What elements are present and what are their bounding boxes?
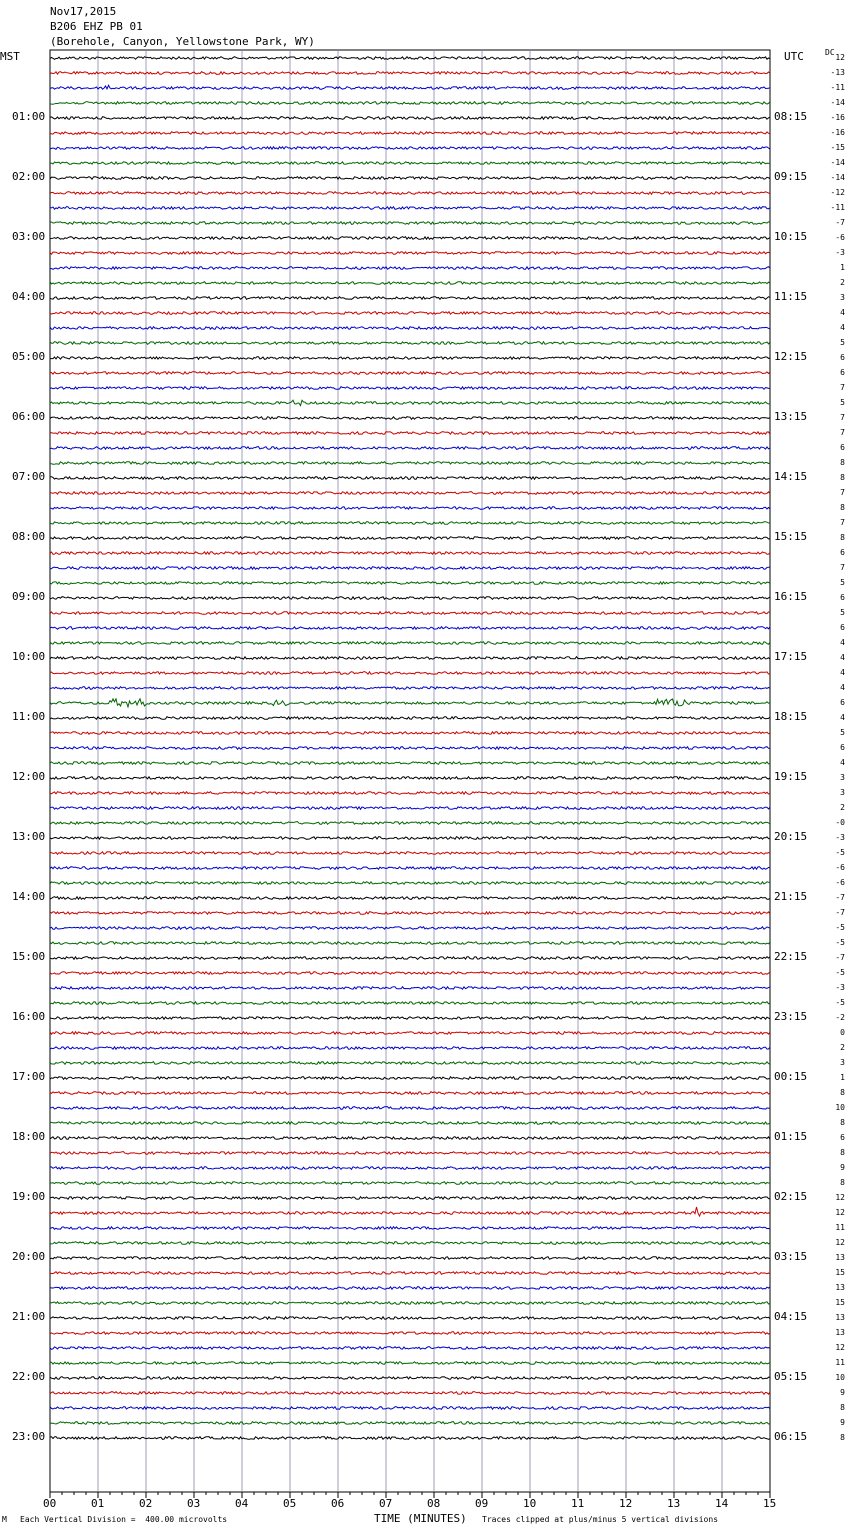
trace-26 xyxy=(50,447,770,450)
left-hour-label: 23:00 xyxy=(12,1430,46,1443)
trace-69 xyxy=(50,1092,770,1095)
x-tick-label: 02 xyxy=(139,1497,153,1510)
dc-offset-label: 15 xyxy=(835,1298,845,1307)
trace-0 xyxy=(50,57,770,60)
trace-47 xyxy=(50,762,770,765)
trace-38 xyxy=(50,627,770,630)
dc-offset-label: 7 xyxy=(840,428,845,437)
dc-offset-label: 12 xyxy=(835,1208,845,1217)
trace-13 xyxy=(50,252,770,255)
x-tick-label: 03 xyxy=(187,1497,201,1510)
dc-offset-label: 8 xyxy=(840,473,845,482)
dc-offset-label: 8 xyxy=(840,1148,845,1157)
x-tick-label: 01 xyxy=(91,1497,105,1510)
trace-81 xyxy=(50,1272,770,1275)
dc-offset-label: -7 xyxy=(835,218,845,227)
dc-offset-label: -3 xyxy=(835,833,845,842)
dc-offset-label: 5 xyxy=(840,578,845,587)
trace-62 xyxy=(50,987,770,990)
dc-offset-label: 5 xyxy=(840,338,845,347)
dc-offset-label: -14 xyxy=(830,158,845,167)
dc-offset-label: 6 xyxy=(840,623,845,632)
dc-offset-label: 8 xyxy=(840,1403,845,1412)
trace-77 xyxy=(50,1207,770,1216)
trace-71 xyxy=(50,1122,770,1125)
trace-68 xyxy=(50,1077,770,1080)
left-hour-label: 15:00 xyxy=(12,950,46,963)
trace-20 xyxy=(50,357,770,360)
trace-79 xyxy=(50,1242,770,1245)
right-hour-label: 06:15 xyxy=(774,1430,808,1443)
left-hour-label: 11:00 xyxy=(12,710,46,723)
dc-offset-label: 10 xyxy=(835,1373,845,1382)
trace-43 xyxy=(50,699,770,707)
left-hour-label: 07:00 xyxy=(12,470,46,483)
dc-offset-label: 6 xyxy=(840,368,845,377)
dc-offset-label: 0 xyxy=(840,1028,845,1037)
dc-offset-label: 7 xyxy=(840,518,845,527)
trace-65 xyxy=(50,1032,770,1035)
trace-19 xyxy=(50,342,770,345)
left-hour-label: 20:00 xyxy=(12,1250,46,1263)
trace-91 xyxy=(50,1422,770,1425)
left-hour-label: 04:00 xyxy=(12,290,46,303)
dc-offset-label: 3 xyxy=(840,788,845,797)
trace-66 xyxy=(50,1047,770,1050)
trace-21 xyxy=(50,372,770,375)
dc-offset-label: -5 xyxy=(835,968,845,977)
right-hour-label: 23:15 xyxy=(774,1010,808,1023)
dc-offset-label: -14 xyxy=(830,98,845,107)
dc-offset-label: 6 xyxy=(840,593,845,602)
dc-offset-label: 10 xyxy=(835,1103,845,1112)
trace-89 xyxy=(50,1392,770,1395)
corner-mark: M xyxy=(2,1515,7,1524)
trace-88 xyxy=(50,1377,770,1380)
trace-54 xyxy=(50,867,770,870)
header-station: B206 EHZ PB 01 xyxy=(50,20,143,33)
dc-offset-label: -5 xyxy=(835,998,845,1007)
right-hour-label: 05:15 xyxy=(774,1370,808,1383)
right-hour-label: 00:15 xyxy=(774,1070,808,1083)
trace-18 xyxy=(50,327,770,330)
header-location: (Borehole, Canyon, Yellowstone Park, WY) xyxy=(50,35,315,48)
right-timezone-label: UTC xyxy=(784,50,804,63)
dc-offset-label: -6 xyxy=(835,863,845,872)
left-hour-label: 02:00 xyxy=(12,170,46,183)
dc-offset-label: 8 xyxy=(840,458,845,467)
dc-offset-label: -3 xyxy=(835,983,845,992)
trace-61 xyxy=(50,972,770,975)
left-hour-label: 19:00 xyxy=(12,1190,46,1203)
x-tick-label: 04 xyxy=(235,1497,249,1510)
dc-offset-label: 6 xyxy=(840,353,845,362)
trace-90 xyxy=(50,1407,770,1410)
trace-12 xyxy=(50,237,770,240)
trace-59 xyxy=(50,942,770,945)
dc-offset-label: 2 xyxy=(840,278,845,287)
dc-label: DC xyxy=(825,48,835,57)
dc-offset-label: 3 xyxy=(840,293,845,302)
right-hour-label: 08:15 xyxy=(774,110,808,123)
trace-85 xyxy=(50,1332,770,1335)
dc-offset-label: 6 xyxy=(840,698,845,707)
right-hour-label: 16:15 xyxy=(774,590,808,603)
right-hour-label: 14:15 xyxy=(774,470,808,483)
trace-35 xyxy=(50,582,770,585)
right-hour-label: 21:15 xyxy=(774,890,808,903)
dc-offset-label: 4 xyxy=(840,638,845,647)
x-tick-label: 06 xyxy=(331,1497,345,1510)
trace-8 xyxy=(50,177,770,180)
dc-offset-label: 7 xyxy=(840,413,845,422)
x-tick-label: 07 xyxy=(379,1497,393,1510)
left-hour-label: 03:00 xyxy=(12,230,46,243)
dc-offset-label: 2 xyxy=(840,803,845,812)
dc-offset-label: 3 xyxy=(840,773,845,782)
trace-67 xyxy=(50,1062,770,1065)
left-hour-label: 13:00 xyxy=(12,830,46,843)
x-tick-label: 15 xyxy=(763,1497,777,1510)
trace-60 xyxy=(50,957,770,960)
left-hour-label: 21:00 xyxy=(12,1310,46,1323)
left-hour-label: 14:00 xyxy=(12,890,46,903)
dc-offset-label: 7 xyxy=(840,563,845,572)
left-hour-label: 17:00 xyxy=(12,1070,46,1083)
right-hour-label: 18:15 xyxy=(774,710,808,723)
dc-offset-label: 9 xyxy=(840,1163,845,1172)
dc-offset-label: 4 xyxy=(840,308,845,317)
trace-74 xyxy=(50,1167,770,1170)
right-hour-label: 04:15 xyxy=(774,1310,808,1323)
dc-offset-label: -13 xyxy=(830,68,845,77)
right-hour-label: 10:15 xyxy=(774,230,808,243)
trace-63 xyxy=(50,1002,770,1005)
trace-72 xyxy=(50,1137,770,1140)
left-hour-label: 01:00 xyxy=(12,110,46,123)
dc-offset-label: 2 xyxy=(840,1043,845,1052)
dc-offset-label: 5 xyxy=(840,608,845,617)
dc-offset-label: 4 xyxy=(840,758,845,767)
trace-9 xyxy=(50,192,770,195)
dc-offset-label: 11 xyxy=(835,1358,845,1367)
dc-offset-label: -3 xyxy=(835,248,845,257)
dc-offset-label: 4 xyxy=(840,668,845,677)
x-tick-label: 12 xyxy=(619,1497,633,1510)
dc-offset-label: 1 xyxy=(840,1073,845,1082)
dc-offset-label: 12 xyxy=(835,1238,845,1247)
left-hour-label: 06:00 xyxy=(12,410,46,423)
dc-offset-label: -7 xyxy=(835,953,845,962)
right-hour-label: 11:15 xyxy=(774,290,808,303)
left-hour-label: 10:00 xyxy=(12,650,46,663)
dc-offset-label: -14 xyxy=(830,173,845,182)
trace-3 xyxy=(50,102,770,105)
x-tick-label: 08 xyxy=(427,1497,441,1510)
x-tick-label: 11 xyxy=(571,1497,585,1510)
dc-offset-label: 13 xyxy=(835,1253,845,1262)
trace-83 xyxy=(50,1302,770,1305)
trace-27 xyxy=(50,462,770,465)
dc-offset-label: 8 xyxy=(840,1118,845,1127)
trace-7 xyxy=(50,162,770,165)
trace-78 xyxy=(50,1227,770,1230)
trace-23 xyxy=(50,400,770,405)
trace-10 xyxy=(50,207,770,210)
right-hour-label: 20:15 xyxy=(774,830,808,843)
dc-offset-label: 6 xyxy=(840,548,845,557)
trace-64 xyxy=(50,1017,770,1020)
trace-22 xyxy=(50,387,770,390)
dc-offset-label: 3 xyxy=(840,1058,845,1067)
trace-2 xyxy=(50,85,770,89)
trace-86 xyxy=(50,1347,770,1350)
dc-offset-label: -12 xyxy=(830,188,845,197)
dc-offset-label: -15 xyxy=(830,143,845,152)
trace-4 xyxy=(50,117,770,120)
dc-offset-label: 5 xyxy=(840,398,845,407)
dc-offset-label: 11 xyxy=(835,1223,845,1232)
left-timezone-label: MST xyxy=(0,50,20,63)
trace-37 xyxy=(50,612,770,615)
dc-offset-label: 8 xyxy=(840,533,845,542)
trace-57 xyxy=(50,912,770,915)
trace-24 xyxy=(50,417,770,420)
trace-84 xyxy=(50,1317,770,1320)
dc-offset-label: -5 xyxy=(835,923,845,932)
dc-offset-label: 8 xyxy=(840,1178,845,1187)
trace-50 xyxy=(50,807,770,810)
dc-offset-label: 4 xyxy=(840,683,845,692)
trace-17 xyxy=(50,312,770,315)
trace-39 xyxy=(50,642,770,645)
clip-note: Traces clipped at plus/minus 5 vertical divisions xyxy=(482,1515,719,1524)
trace-55 xyxy=(50,882,770,885)
trace-56 xyxy=(50,897,770,900)
dc-offset-label: 8 xyxy=(840,1433,845,1442)
trace-34 xyxy=(50,567,770,570)
x-axis-title: TIME (MINUTES) xyxy=(374,1512,467,1525)
right-hour-label: 12:15 xyxy=(774,350,808,363)
dc-offset-label: 15 xyxy=(835,1268,845,1277)
left-hour-label: 16:00 xyxy=(12,1010,46,1023)
dc-offset-label: 6 xyxy=(840,1133,845,1142)
dc-offset-label: -0 xyxy=(835,818,845,827)
trace-29 xyxy=(50,492,770,495)
dc-offset-label: -6 xyxy=(835,878,845,887)
right-hour-label: 17:15 xyxy=(774,650,808,663)
right-hour-label: 22:15 xyxy=(774,950,808,963)
trace-14 xyxy=(50,267,770,270)
header-date: Nov17,2015 xyxy=(50,5,117,18)
left-hour-label: 05:00 xyxy=(12,350,46,363)
trace-45 xyxy=(50,732,770,735)
trace-15 xyxy=(50,282,770,285)
left-hour-label: 18:00 xyxy=(12,1130,46,1143)
dc-offset-label: -6 xyxy=(835,233,845,242)
dc-offset-label: 13 xyxy=(835,1328,845,1337)
trace-28 xyxy=(50,477,770,480)
left-hour-label: 09:00 xyxy=(12,590,46,603)
trace-52 xyxy=(50,837,770,840)
x-tick-label: 10 xyxy=(523,1497,537,1510)
dc-offset-label: 12 xyxy=(835,53,845,62)
trace-80 xyxy=(50,1257,770,1260)
trace-40 xyxy=(50,657,770,660)
trace-11 xyxy=(50,222,770,225)
dc-offset-label: 12 xyxy=(835,1343,845,1352)
dc-offset-label: -11 xyxy=(830,83,845,92)
trace-87 xyxy=(50,1362,770,1365)
right-hour-label: 09:15 xyxy=(774,170,808,183)
dc-offset-label: 7 xyxy=(840,383,845,392)
x-tick-label: 14 xyxy=(715,1497,729,1510)
trace-30 xyxy=(50,507,770,510)
trace-73 xyxy=(50,1152,770,1155)
dc-offset-label: 13 xyxy=(835,1283,845,1292)
dc-offset-label: -2 xyxy=(835,1013,845,1022)
dc-offset-label: 9 xyxy=(840,1388,845,1397)
trace-42 xyxy=(50,687,770,690)
x-tick-label: 05 xyxy=(283,1497,297,1510)
dc-offset-label: -5 xyxy=(835,848,845,857)
right-hour-label: 02:15 xyxy=(774,1190,808,1203)
dc-offset-label: 4 xyxy=(840,713,845,722)
dc-offset-label: 9 xyxy=(840,1418,845,1427)
trace-36 xyxy=(50,597,770,600)
trace-70 xyxy=(50,1107,770,1110)
x-tick-label: 09 xyxy=(475,1497,489,1510)
dc-offset-label: 6 xyxy=(840,743,845,752)
trace-58 xyxy=(50,927,770,930)
trace-76 xyxy=(50,1197,770,1200)
right-hour-label: 15:15 xyxy=(774,530,808,543)
x-tick-label: 13 xyxy=(667,1497,681,1510)
dc-offset-label: 12 xyxy=(835,1193,845,1202)
trace-5 xyxy=(50,132,770,135)
trace-49 xyxy=(50,792,770,795)
dc-offset-label: -7 xyxy=(835,893,845,902)
trace-46 xyxy=(50,747,770,750)
trace-92 xyxy=(50,1437,770,1440)
right-hour-label: 03:15 xyxy=(774,1250,808,1263)
trace-32 xyxy=(50,537,770,540)
dc-offset-label: 4 xyxy=(840,653,845,662)
trace-51 xyxy=(50,822,770,825)
trace-33 xyxy=(50,552,770,555)
trace-16 xyxy=(50,297,770,300)
dc-offset-label: -11 xyxy=(830,203,845,212)
dc-offset-label: 13 xyxy=(835,1313,845,1322)
x-tick-label: 00 xyxy=(43,1497,57,1510)
dc-offset-label: 4 xyxy=(840,323,845,332)
dc-offset-label: -5 xyxy=(835,938,845,947)
trace-1 xyxy=(50,72,770,75)
dc-offset-label: 7 xyxy=(840,488,845,497)
trace-41 xyxy=(50,672,770,675)
dc-offset-label: 5 xyxy=(840,728,845,737)
trace-44 xyxy=(50,717,770,720)
left-hour-label: 22:00 xyxy=(12,1370,46,1383)
dc-offset-label: -7 xyxy=(835,908,845,917)
trace-25 xyxy=(50,432,770,435)
right-hour-label: 01:15 xyxy=(774,1130,808,1143)
dc-offset-label: 6 xyxy=(840,443,845,452)
dc-offset-label: 1 xyxy=(840,263,845,272)
dc-offset-label: -16 xyxy=(830,113,845,122)
right-hour-label: 13:15 xyxy=(774,410,808,423)
scale-note: Each Vertical Division = 400.00 microvolts xyxy=(20,1515,228,1524)
trace-48 xyxy=(50,777,770,780)
trace-75 xyxy=(50,1182,770,1185)
right-hour-label: 19:15 xyxy=(774,770,808,783)
trace-31 xyxy=(50,522,770,525)
dc-offset-label: -16 xyxy=(830,128,845,137)
trace-6 xyxy=(50,147,770,150)
trace-53 xyxy=(50,852,770,855)
trace-82 xyxy=(50,1287,770,1290)
left-hour-label: 12:00 xyxy=(12,770,46,783)
dc-offset-label: 8 xyxy=(840,503,845,512)
left-hour-label: 08:00 xyxy=(12,530,46,543)
dc-offset-label: 8 xyxy=(840,1088,845,1097)
